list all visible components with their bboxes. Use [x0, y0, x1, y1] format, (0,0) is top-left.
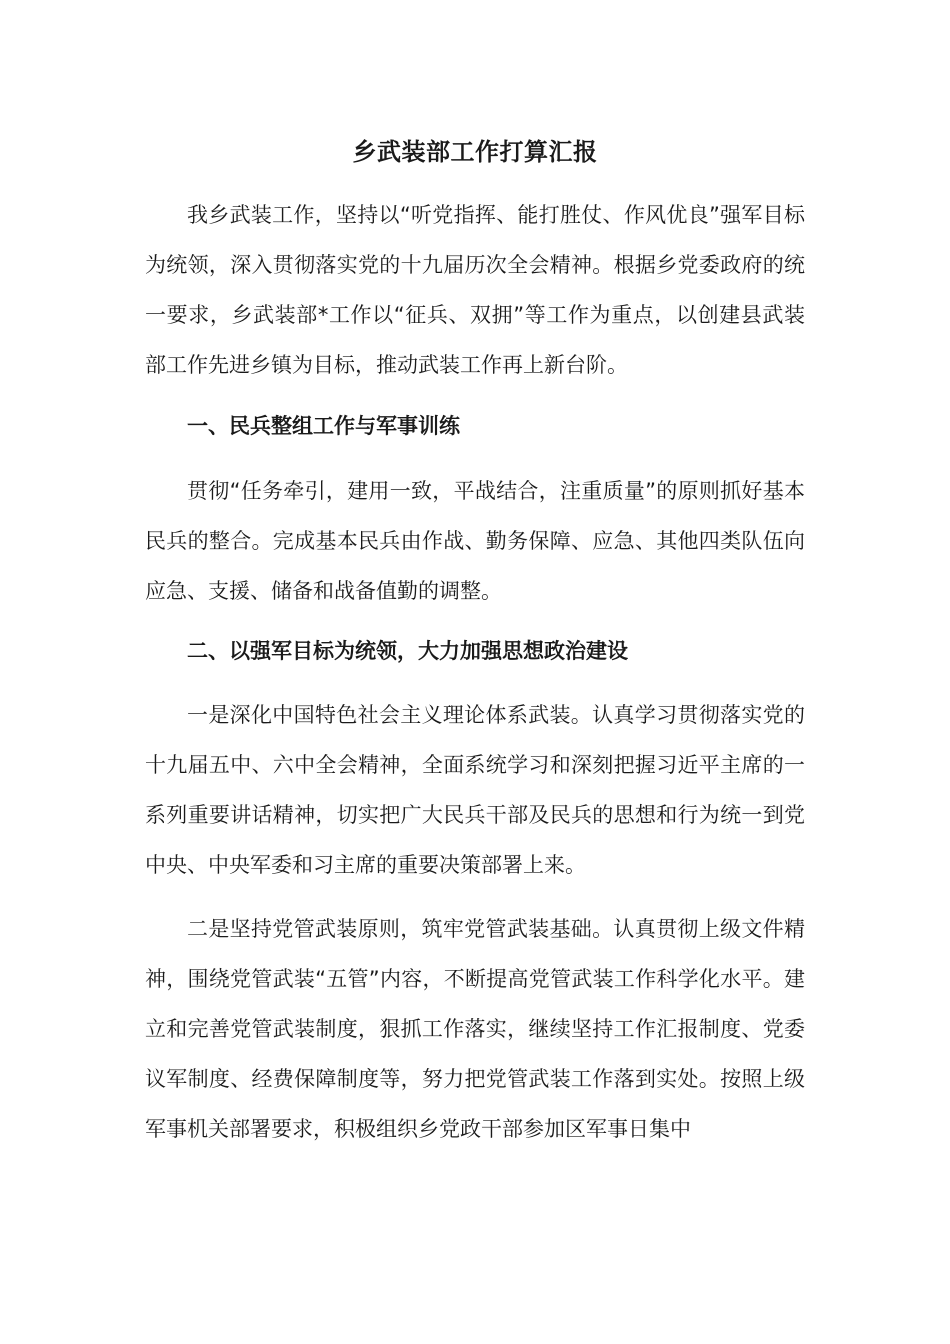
section-heading-1: 一、民兵整组工作与军事训练 [187, 414, 460, 438]
intro-paragraph: 我乡武装工作，坚持以“听党指挥、能打胜仗、作风优良”强军目标为统领，深入贯彻落实党的十九届历次全会精神。根据乡党委政府的统一要求，乡武装部*工作以“征兵、双拥”等工作为重点，以创建县武装部工作先进乡镇为目标，推动武装工作再上新台阶。 [145, 203, 805, 377]
document-title: 乡武装部工作打算汇报 [352, 138, 598, 166]
section-2-paragraph-1: 一是深化中国特色社会主义理论体系武装。认真学习贯彻落实党的十九届五中、六中全会精神，全面系统学习和深刻把握习近平主席的一系列重要讲话精神，切实把广大民兵干部及民兵的思想和行为统一到党中央、中央军委和习主席的重要决策部署上来。 [145, 703, 805, 877]
section-1-paragraph: 贯彻“任务牵引，建用一致，平战结合，注重质量”的原则抓好基本民兵的整合。完成基本民兵由作战、勤务保障、应急、其他四类队伍向应急、支援、储备和战备值勤的调整。 [145, 479, 805, 603]
section-heading-2: 二、以强军目标为统领，大力加强思想政治建设 [187, 639, 628, 663]
section-2-paragraph-2: 二是坚持党管武装原则，筑牢党管武装基础。认真贯彻上级文件精神，围绕党管武装“五管”内容，不断提高党管武装工作科学化水平。建立和完善党管武装制度，狠抓工作落实，继续坚持工作汇报制度、党委议军制度、经费保障制度等，努力把党管武装工作落到实处。按照上级军事机关部署要求，积极组织乡党政干部参加区军事日集中 [145, 917, 805, 1141]
